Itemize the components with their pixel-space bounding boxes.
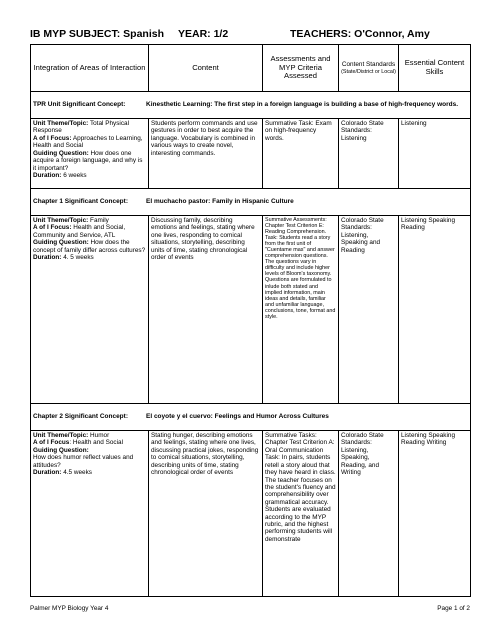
unit-assessment-cell: Summative Task: Exam on high-frequency words. — [263, 119, 339, 189]
guiding-question-value: How does the concept of family differ across cultures? — [33, 239, 146, 254]
duration-value: 6 weeks — [63, 171, 87, 179]
page-footer — [30, 605, 470, 612]
unit-skills-cell: Listening Speaking Reading Writing — [399, 431, 471, 597]
guiding-question-label: Guiding Question: — [33, 149, 89, 157]
year-heading: YEAR: 1/2 — [178, 28, 229, 40]
concept-label: TPR Unit Significant Concept: — [33, 101, 126, 109]
concept-band — [31, 189, 471, 216]
unit-content-cell: Discussing family, describing emotions and feelings, stating where one lives, responding to comical situations, storytelling, describing units of time, stating chronological order of events — [149, 216, 263, 404]
concept-label: Chapter 1 Significant Concept: — [33, 198, 128, 206]
curriculum-table — [30, 44, 471, 597]
unit-content-cell: Students perform commands and use gestures in order to best acquire the language. Vocabulary is combined in various ways to create novel, interesting commands. — [149, 119, 263, 189]
guiding-question-label: Guiding Question: — [33, 446, 89, 454]
unit-integration-cell — [31, 216, 149, 404]
unit-skills-cell: Listening — [399, 119, 471, 189]
unit-skills-cell: Listening Speaking Reading — [399, 216, 471, 404]
unit-assessment-cell: Summative Tasks: Chapter Test Criterion A: Oral Communication Task: In pairs, students retell a story aloud that they have heard in class. The teacher focuses on the student's fluency and comprehensibility over grammatical accuracy. Students are evaluated according to the MYP rubric, and the highest performing students will demonstrate — [263, 431, 339, 597]
unit-assessment-cell: Summative Assessments: Chapter Test Criterion E: Reading Comprehension. Task: Students read a story from the first unit of "Cuentame mas" and answer comprehension questions. The questions vary in difficulty and include higher levels of Bloom's taxonomy. Questions are formulated to inlude both stated and implied information, main ideas and details, familiar and unfamiliar language, conclusions, tone, format and style. — [263, 216, 339, 404]
unit-row — [31, 216, 471, 404]
duration-label: Duration: — [33, 469, 62, 477]
concept-text: El coyote y el cuervo: Feelings and Humor Across Cultures — [146, 413, 329, 421]
standards-title: Content Standards — [341, 61, 396, 69]
col-header-content: Content — [149, 45, 263, 92]
col-header-integration: Integration of Areas of Interaction — [31, 45, 149, 92]
concept-text: El muchacho pastor: Family in Hispanic Culture — [146, 198, 294, 206]
duration-value: 4. 5 weeks — [63, 254, 94, 262]
guiding-question-value: How does one acquire a foreign language, and why is it important? — [33, 149, 143, 172]
concept-band — [31, 404, 471, 431]
unit-row — [31, 431, 471, 597]
duration-value: 4.5 weeks — [63, 469, 92, 477]
duration-label: Duration: — [33, 254, 62, 262]
page-number: Page 1 of 2 — [437, 605, 470, 612]
focus-value: Approaches to Learning, Health and Social — [33, 134, 143, 150]
focus-label: A of I Focus — [33, 439, 70, 447]
standards-subtitle: (State/District or Local) — [341, 68, 396, 75]
col-header-assessments: Assessments and MYP Criteria Assessed — [263, 45, 339, 92]
theme-label: Unit Theme/Topic: — [33, 432, 89, 439]
subject-heading: IB MYP SUBJECT: Spanish — [30, 28, 164, 40]
guiding-question-value: How does humor reflect values and attitudes? — [33, 454, 134, 469]
unit-concept-row — [31, 404, 471, 431]
unit-integration-cell — [31, 431, 149, 597]
col-header-standards — [339, 45, 399, 92]
unit-standards-cell: Colorado State Standards: Listening, Speaking, Reading, and Writing — [339, 431, 399, 597]
theme-value: Family — [90, 217, 109, 224]
unit-concept-row — [31, 92, 471, 119]
concept-text: Kinesthetic Learning: The first step in a foreign language is building a base of high-frequency words. — [146, 101, 459, 109]
duration-label: Duration: — [33, 171, 62, 179]
guiding-question-label: Guiding Question: — [33, 239, 89, 247]
theme-value: Humor — [90, 432, 110, 439]
unit-integration-cell — [31, 119, 149, 189]
concept-band — [31, 92, 471, 119]
footer-left: Palmer MYP Biology Year 4 — [30, 605, 109, 612]
concept-label: Chapter 2 Significant Concept: — [33, 413, 128, 421]
unit-standards-cell: Colorado State Standards: Listening — [339, 119, 399, 189]
theme-label: Unit Theme/Topic: — [33, 217, 89, 224]
column-header-row — [31, 45, 471, 92]
theme-value: Total Physical Response — [33, 120, 130, 135]
focus-label: A of I Focus: — [33, 134, 72, 142]
focus-value: Health and Social, Community and Service, ATL — [33, 224, 126, 239]
col-header-skills: Essential Content Skills — [399, 45, 471, 92]
teachers-heading: TEACHERS: O'Connor, Amy — [290, 28, 430, 40]
focus-value: : Health and Social — [69, 439, 123, 447]
focus-label: A of I Focus: — [33, 224, 72, 232]
unit-row — [31, 119, 471, 189]
theme-label: Unit Theme/Topic: — [33, 120, 89, 127]
unit-concept-row — [31, 189, 471, 216]
unit-standards-cell: Colorado State Standards: Listening, Speaking and Reading — [339, 216, 399, 404]
unit-content-cell: Stating hunger, describing emotions and feelings, stating where one lives, discussing practical jokes, responding to comical situations, storytelling, describing units of time, stating chronological order of events — [149, 431, 263, 597]
